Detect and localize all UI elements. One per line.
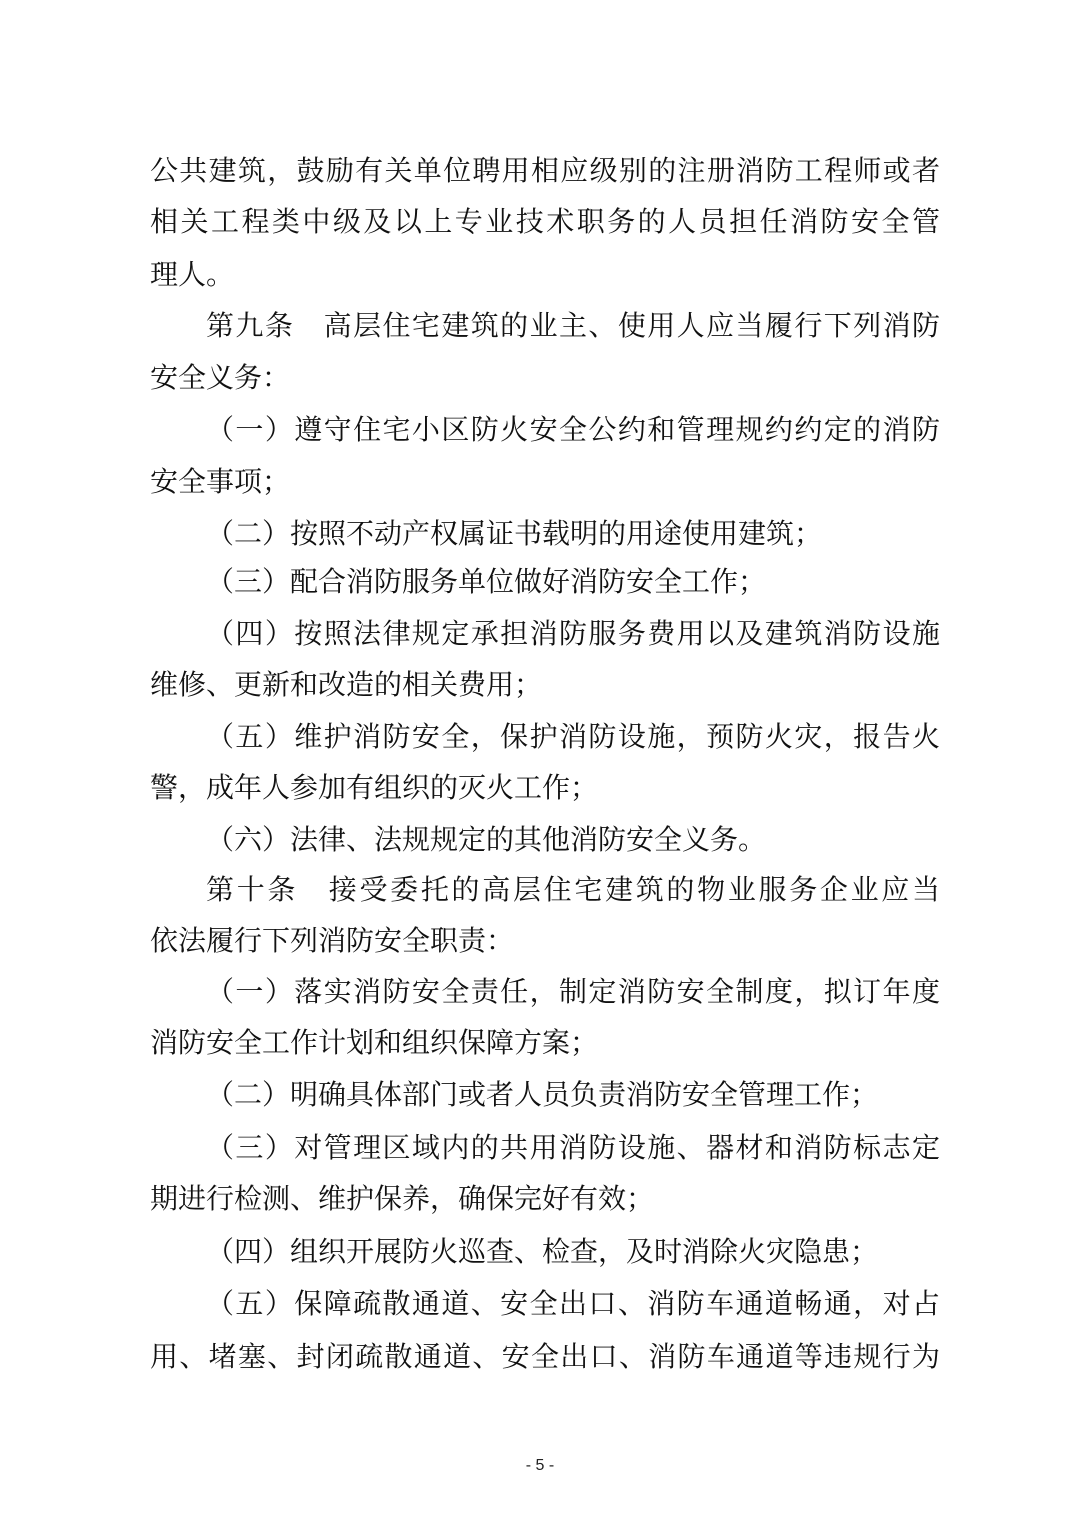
list-item-line: （五）维护消防安全，保护消防设施，预防火灾，报告火 bbox=[206, 720, 940, 753]
list-item-line: （四）按照法律规定承担消防服务费用以及建筑消防设施 bbox=[206, 617, 940, 650]
text-line: 期进行检测、维护保养，确保完好有效； bbox=[150, 1182, 655, 1215]
text-line: 消防安全工作计划和组织保障方案； bbox=[150, 1026, 599, 1059]
list-item-line: （六）法律、法规规定的其他消防安全义务。 bbox=[206, 823, 767, 856]
list-item-line: （二）明确具体部门或者人员负责消防安全管理工作； bbox=[206, 1078, 879, 1111]
article-heading-line: 第九条 高层住宅建筑的业主、使用人应当履行下列消防 bbox=[206, 309, 940, 342]
list-item-line: （一）落实消防安全责任，制定消防安全制度，拟订年度 bbox=[206, 975, 940, 1008]
list-item-line: （二）按照不动产权属证书载明的用途使用建筑； bbox=[206, 517, 823, 550]
text-line: 用、堵塞、封闭疏散通道、安全出口、消防车通道等违规行为 bbox=[150, 1340, 940, 1373]
text-line: 公共建筑，鼓励有关单位聘用相应级别的注册消防工程师或者 bbox=[150, 154, 940, 187]
text-line: 依法履行下列消防安全职责： bbox=[150, 924, 515, 957]
text-line: 维修、更新和改造的相关费用； bbox=[150, 668, 543, 701]
text-line: 警，成年人参加有组织的灭火工作； bbox=[150, 771, 599, 804]
text-line: 安全义务： bbox=[150, 361, 291, 394]
list-item-line: （三）对管理区域内的共用消防设施、器材和消防标志定 bbox=[206, 1131, 940, 1164]
list-item-line: （五）保障疏散通道、安全出口、消防车通道畅通，对占 bbox=[206, 1287, 940, 1320]
list-item-line: （四）组织开展防火巡查、检查，及时消除火灾隐患； bbox=[206, 1235, 879, 1268]
text-line: 相关工程类中级及以上专业技术职务的人员担任消防安全管 bbox=[150, 205, 940, 238]
article-heading-line: 第十条 接受委托的高层住宅建筑的物业服务企业应当 bbox=[206, 873, 940, 906]
text-line: 理人。 bbox=[150, 258, 235, 291]
text-line: 安全事项； bbox=[150, 465, 291, 498]
list-item-line: （一）遵守住宅小区防火安全公约和管理规约约定的消防 bbox=[206, 413, 940, 446]
list-item-line: （三）配合消防服务单位做好消防安全工作； bbox=[206, 565, 767, 598]
page-number: - 5 - bbox=[525, 1457, 555, 1474]
